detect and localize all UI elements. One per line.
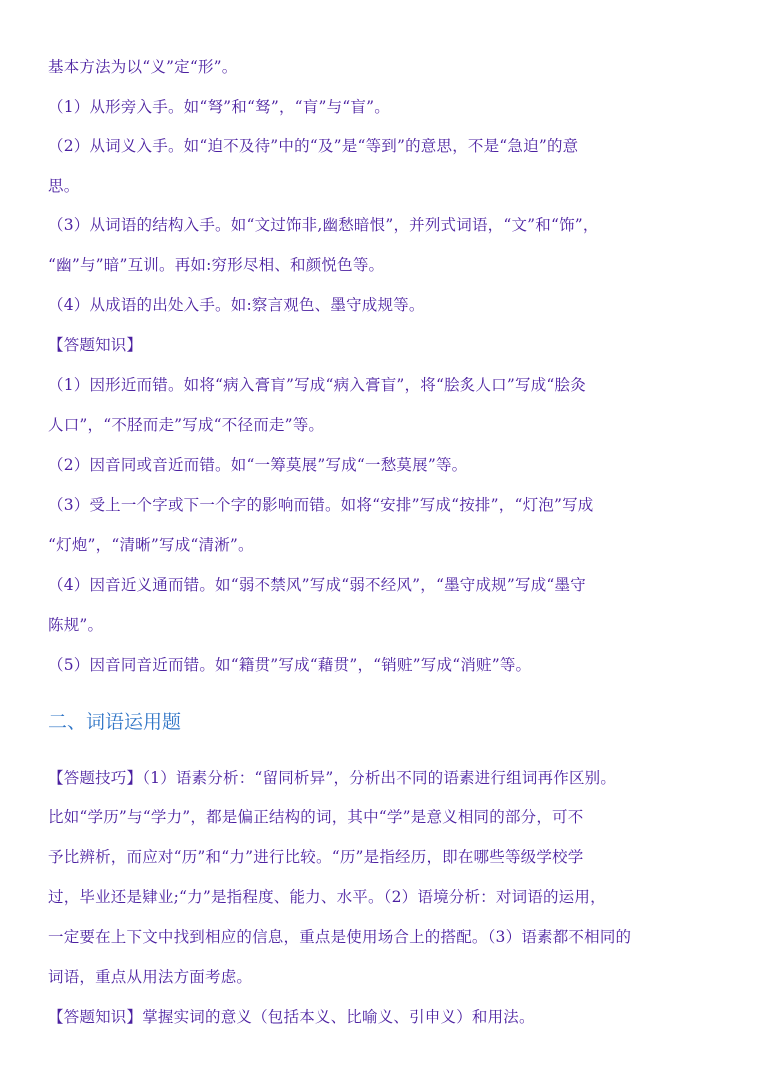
text-line: 人口”，“不胫而走”写成“不径而走”等。 xyxy=(48,416,325,434)
text-line: 陈规”。 xyxy=(48,616,104,634)
text-line: 【答题技巧】（1）语素分析：“留同析异”，分析出不同的语素进行组词再作区别。 xyxy=(48,769,617,787)
text-line: 基本方法为以“义”定“形”。 xyxy=(48,58,238,76)
text-line: “幽”与”暗”互训。再如:穷形尽相、和颜悦色等。 xyxy=(48,256,385,274)
text-line: （1）从形旁入手。如“弩”和“驽”，“肓”与“盲”。 xyxy=(48,98,390,116)
text-line: 一定要在上下文中找到相应的信息，重点是使用场合上的搭配。（3）语素都不相同的 xyxy=(48,928,632,946)
text-line: （4）从成语的出处入手。如:察言观色、墨守成规等。 xyxy=(48,296,425,314)
section-heading: 二、词语运用题 xyxy=(48,711,182,733)
text-line: （5）因音同音近而错。如“籍贯”写成“藉贯”，“销赃”写成“消赃”等。 xyxy=(48,656,532,674)
text-line: （3）受上一个字或下一个字的影响而错。如将“安排”写成“按排”，“灯泡”写成 xyxy=(48,496,594,514)
text-line: 词语，重点从用法方面考虑。 xyxy=(48,968,253,986)
text-line: 过，毕业还是肄业;“力”是指程度、能力、水平。（2）语境分析：对词语的运用， xyxy=(48,888,606,906)
text-line: “灯炮”，“清晰”写成“清淅”。 xyxy=(48,536,254,554)
text-line: 予比辨析，而应对“历”和“力”进行比较。“历”是指经历，即在哪些等级学校学 xyxy=(48,848,584,866)
text-line: 比如“学历”与“学力”，都是偏正结构的词，其中“学”是意义相同的部分，可不 xyxy=(48,808,584,826)
text-line: 思。 xyxy=(48,177,80,195)
text-line: （2）因音同或音近而错。如“一筹莫展”写成“一愁莫展”等。 xyxy=(48,456,468,474)
text-line: （4）因音近义通而错。如“弱不禁风”写成“弱不经风”，“墨守成规”写成“墨守 xyxy=(48,576,586,594)
text-line: 【答题知识】掌握实词的意义（包括本义、比喻义、引申义）和用法。 xyxy=(48,1008,535,1026)
knowledge-label: 【答题知识】 xyxy=(48,336,143,354)
text-line: （1）因形近而错。如将“病入膏肓”写成“病入膏盲”，将“脍炙人口”写成“脍灸 xyxy=(48,376,586,394)
text-line: （3）从词语的结构入手。如“文过饰非,幽愁暗恨”，并列式词语，“文”和“饰”， xyxy=(48,216,599,234)
text-line: （2）从词义入手。如“迫不及待”中的“及”是“等到”的意思，不是“急迫”的意 xyxy=(48,137,579,155)
